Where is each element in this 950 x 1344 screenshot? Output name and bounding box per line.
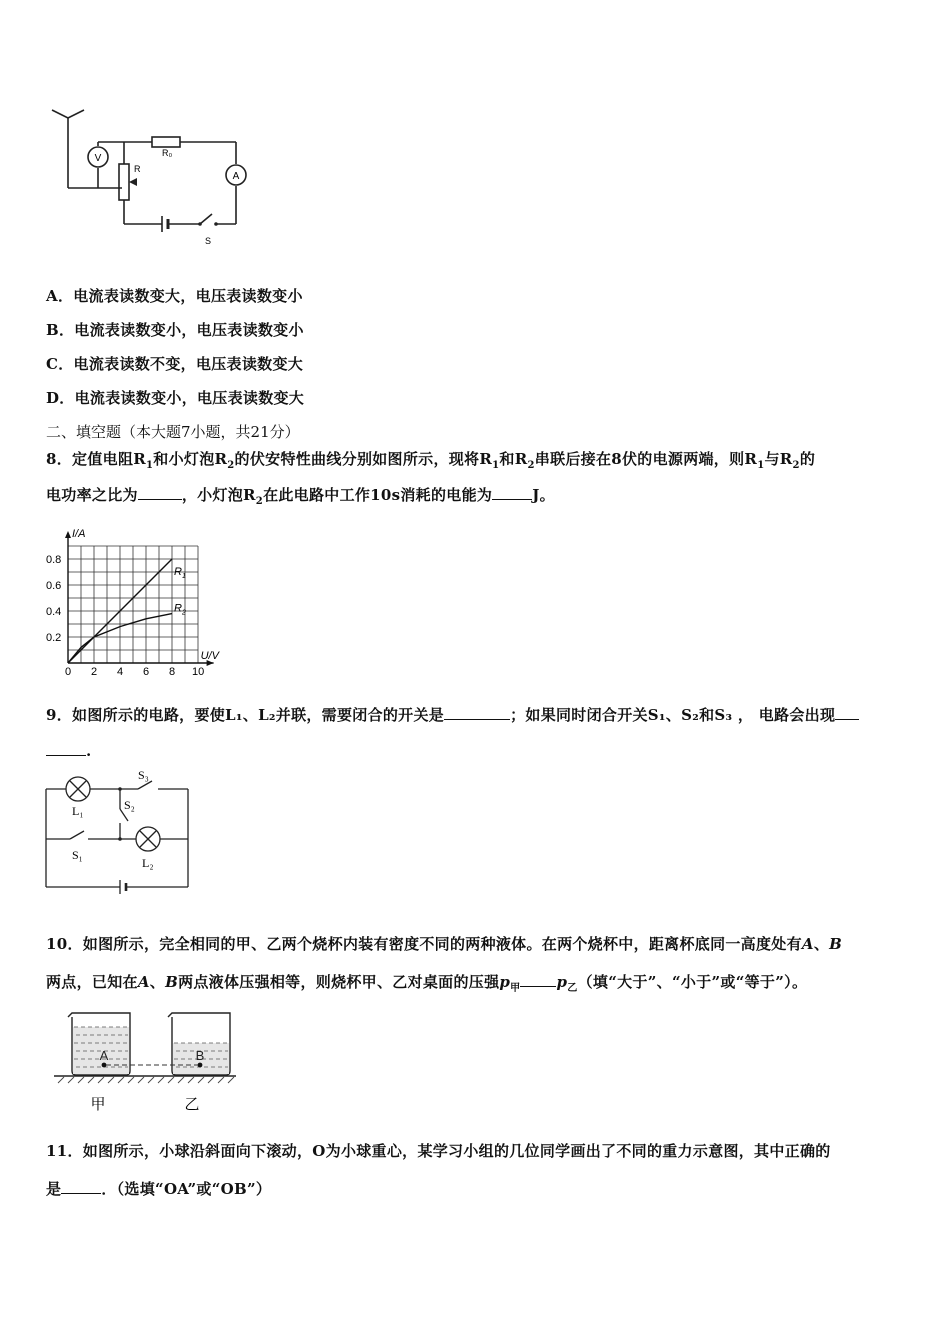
label-s3: S₃ [138, 768, 149, 782]
y-tick-label: 0.8 [46, 554, 62, 566]
q11-line1: 11．如图所示，小球沿斜面向下滚动，O为小球重心，某学习小组的几位同学画出了不同的重力示意图，其中正确的 [46, 1142, 831, 1160]
q10-line2: 两点，已知在A、B两点液体压强相等，则烧杯甲、乙对桌面的压强$p_甲$ $p_乙$（填“大于”、“小于”或“等于”）。 [46, 973, 808, 994]
x-tick-label: 2 [91, 666, 98, 675]
q7-option-b: B．电流表读数变小，电压表读数变小 [46, 321, 304, 339]
label-yi: 乙 [184, 1097, 200, 1113]
y-tick-label: 0.6 [46, 580, 62, 592]
x-tick-label: 6 [143, 666, 150, 675]
lamp-l2-icon [136, 827, 160, 851]
label-r: R [134, 164, 141, 174]
label-jia: 甲 [90, 1097, 106, 1113]
voltmeter-label: V [94, 153, 102, 164]
point-a-label: A [99, 1048, 109, 1063]
series-label-r1: $R_1$ [174, 566, 186, 580]
q7-option-d: D．电流表读数变小，电压表读数变大 [46, 389, 305, 407]
q9-blank-2a[interactable] [835, 705, 859, 720]
label-s1: S₁ [72, 848, 83, 862]
q7-circuit-figure [40, 100, 270, 250]
label-l1: L₁ [72, 804, 84, 818]
x-tick-label: 10 [192, 666, 205, 675]
q9-blank-1[interactable] [444, 705, 510, 720]
series-label-r2: $R_2$ [174, 602, 186, 617]
label-l2: L₂ [142, 856, 154, 870]
y-tick-label: 0.2 [46, 632, 62, 644]
y-axis-label: I/A [72, 528, 86, 540]
q7-option-c: C．电流表读数不变，电压表读数变大 [46, 355, 304, 373]
beaker-jia [68, 1013, 130, 1075]
q9-line1: 9．如图所示的电路，要使L₁、L₂并联，需要闭合的开关是 ；如果同时闭合开关S₁、S₂和S₃ ， 电路会出现 [46, 704, 859, 725]
q10-blank[interactable] [520, 972, 556, 987]
y-tick-label: 0.4 [46, 606, 62, 618]
x-tick-label: 8 [169, 666, 176, 675]
q8-line1: 8．定值电阻$R_1$和小灯泡$R_2$的伏安特性曲线分别如图所示，现将$R_1$和$R_2$串联后接在8伏的电源两端，则$R_1$与$R_2$的 [46, 450, 816, 471]
q11-line2: 是 ．（选填“OA”或“OB”） [46, 1180, 272, 1198]
ammeter-label: A [232, 171, 240, 182]
q8-blank-2[interactable] [492, 485, 532, 500]
label-s2: S₂ [124, 798, 135, 812]
q8-iu-chart [40, 515, 240, 675]
x-axis-label: U/V [200, 650, 219, 662]
beaker-yi [168, 1013, 230, 1075]
x-tick-label: 0 [65, 666, 72, 675]
q9-circuit-figure [40, 765, 200, 895]
q10-beakers-figure [50, 1005, 250, 1117]
q10-line1: 10．如图所示，完全相同的甲、乙两个烧杯内装有密度不同的两种液体。在两个烧杯中，距离杯底同一高度处有A、B [46, 935, 843, 953]
q9-blank-2b[interactable] [46, 741, 86, 756]
point-b-label: B [195, 1048, 205, 1063]
q11-blank[interactable] [61, 1179, 101, 1194]
q8-line2: 电功率之比为 ，小灯泡$R_2$在此电路中工作10s消耗的电能为 J。 [46, 486, 555, 507]
section-heading: 二、填空题（本大题7小题，共21分） [46, 423, 300, 441]
x-tick-label: 4 [117, 666, 124, 675]
label-s: S [205, 236, 212, 246]
y-axis-arrow [65, 531, 71, 538]
q9-line2: . [46, 741, 92, 760]
q8-blank-1[interactable] [138, 485, 182, 500]
label-r0: R₀ [162, 148, 173, 158]
lamp-l1-icon [66, 777, 90, 801]
q7-option-a: A．电流表读数变大，电压表读数变小 [46, 287, 303, 305]
